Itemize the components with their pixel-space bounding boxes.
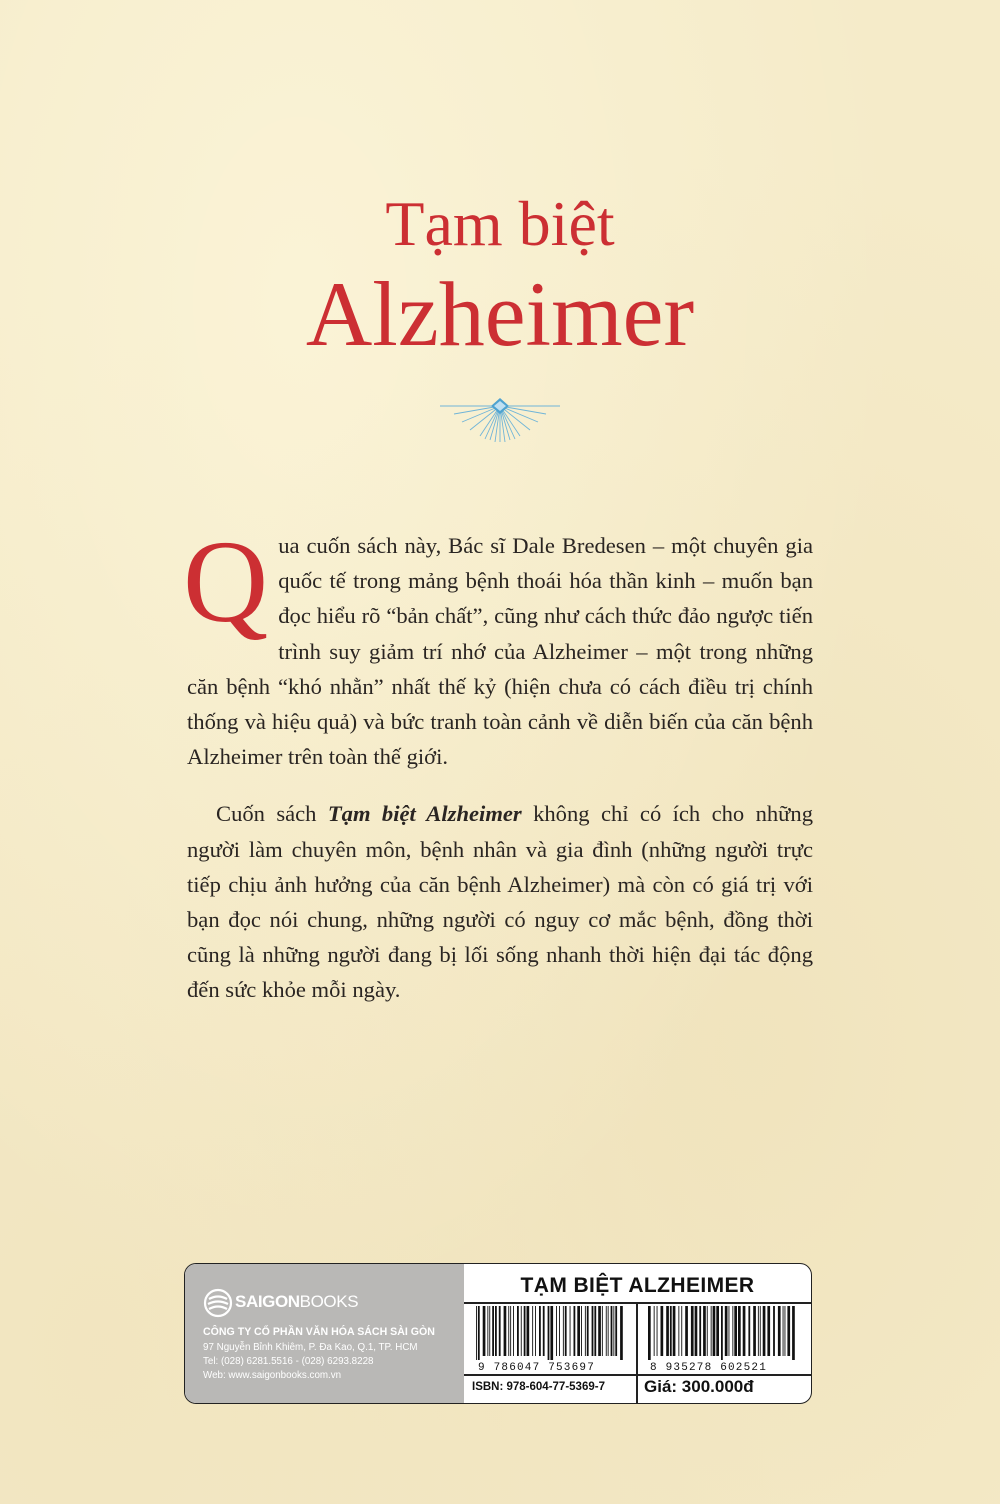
book-meta-panel — [464, 1264, 811, 1403]
isbn-label: ISBN: 978-604-77-5369-7 — [472, 1381, 605, 1393]
publisher-company: CÔNG TY CỔ PHẦN VĂN HÓA SÁCH SÀI GÒN — [203, 1326, 435, 1338]
paragraph-2-lead: Cuốn sách — [216, 801, 328, 827]
publisher-panel — [185, 1264, 464, 1403]
paragraph-2 — [187, 796, 813, 1007]
price-label: Giá: 300.000đ — [644, 1377, 754, 1396]
paragraph-1-text: ua cuốn sách này, Bác sĩ Dale Bredesen – một chuyên gia quốc tế trong mảng bệnh thoái hóa thần kinh – muốn bạn đọc hiểu rõ “bản chất”, cũng như cách thức đảo ngược tiến trình suy giảm trí nhớ của Alzheimer – một trong những căn bệnh “khó nhằn” nhất thế kỷ (hiện chưa có cách điều trị chính thống và hiệu quả) và bức tranh toàn cảnh về diễn biến của căn bệnh Alzheimer trên toàn thế giới. — [187, 533, 813, 770]
book-name-label: TẠM BIỆT ALZHEIMER — [520, 1274, 755, 1297]
divider — [464, 1374, 811, 1376]
saigonbooks-logo-icon — [203, 1288, 233, 1318]
divider — [464, 1302, 811, 1304]
book-title-line-2: Alzheimer — [305, 263, 695, 365]
isbn-barcode-digits: 9 786047 753697 — [478, 1362, 596, 1374]
publisher-tel: Tel: (028) 6281.5516 - (028) 6293.8228 — [203, 1356, 374, 1367]
paragraph-2-text: không chỉ có ích cho những người làm chuyên môn, bệnh nhân và gia đình (những người trực tiếp chịu ảnh hưởng của căn bệnh Alzheimer) mà còn có giá trị với bạn đọc nói chung, những người có nguy cơ mắc bệnh, đồng thời cũng là những người đang bị lối sống nhanh thời hiện đại tác động đến sức khỏe mỗi ngày. — [187, 801, 814, 1003]
ean-barcode — [644, 1306, 802, 1360]
description-text — [183, 516, 814, 1008]
publisher-address: 97 Nguyễn Bỉnh Khiêm, P. Đa Kao, Q.1, TP. HCM — [203, 1342, 418, 1353]
book-title-line-1: Tạm biệt — [385, 188, 615, 259]
publisher-web: Web: www.saigonbooks.com.vn — [203, 1370, 342, 1381]
publisher-logo-text: SAIGONBOOKS — [235, 1292, 359, 1311]
isbn-barcode — [472, 1306, 630, 1360]
ean-barcode-digits: 8 935278 602521 — [650, 1362, 768, 1374]
paragraph-1 — [183, 516, 813, 774]
divider — [636, 1304, 638, 1403]
sunburst-ornament-icon — [440, 392, 560, 444]
book-info-box — [184, 1263, 812, 1404]
drop-cap: Q — [183, 516, 269, 647]
paragraph-2-book-title: Tạm biệt Alzheimer — [327, 801, 522, 827]
